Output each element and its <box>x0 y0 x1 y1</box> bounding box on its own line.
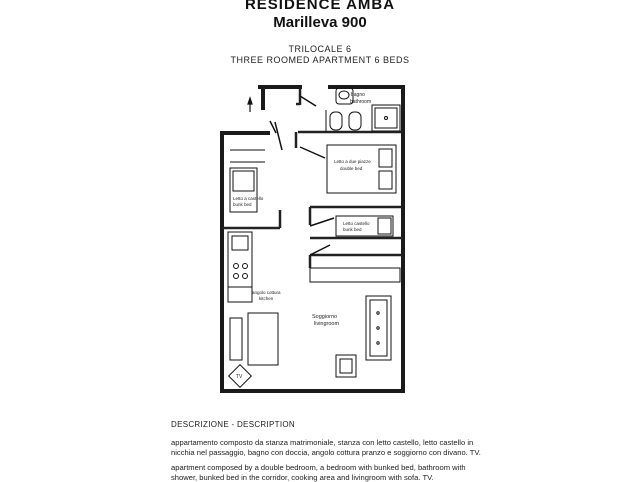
sofa <box>366 296 391 360</box>
living-label-it: Soggiorno <box>312 314 338 320</box>
doors <box>270 96 334 255</box>
bathroom-label-it: bagno <box>351 92 365 98</box>
bunk-bed-corridor <box>336 216 393 236</box>
residence-title: RESIDENCE AMBA <box>244 0 396 13</box>
description-italian: appartamento composto da stanza matrimoniale, stanza con letto castello, letto castello in nicchia nel passaggio, bagno con doccia, angolo cottura pranzo e soggiorno con divano. TV. <box>171 438 481 457</box>
double-bed-label-it: Letto a due piazze <box>334 159 371 164</box>
living-label-en: livingroom <box>314 321 340 327</box>
description-heading: DESCRIZIONE - DESCRIPTION <box>171 420 295 429</box>
double-bed-label-en: double bed <box>340 166 363 171</box>
kitchen-fixtures <box>228 232 252 302</box>
dining-table <box>230 313 278 365</box>
tv-label: TV <box>236 374 243 380</box>
entrance-arrow-icon <box>248 98 252 112</box>
bunk-room-label-it: Letto a castello <box>233 196 264 201</box>
kitchen-label-it: angolo cottura <box>252 290 281 295</box>
description-english: apartment composed by a double bedroom, a bedroom with bunked bed, bathroom with shower, bunked bed in the corridor, cooking area and livingroom with sofa. TV. <box>171 463 466 482</box>
armchair <box>336 355 356 377</box>
kitchen-label-en: kitchen <box>259 296 274 301</box>
corridor-bunk-label-en: bunk bed <box>343 227 362 232</box>
apartment-type-it: TRILOCALE 6 <box>288 44 352 54</box>
corridor-bunk-label-it: Letto castello <box>343 221 370 226</box>
location-subtitle: Marilleva 900 <box>273 14 367 31</box>
interior-walls <box>222 87 403 268</box>
apartment-type-en: THREE ROOMED APARTMENT 6 BEDS <box>230 55 410 65</box>
bathroom-label-en: bathroom <box>350 99 372 105</box>
bunk-room-label-en: bunk bed <box>233 202 252 207</box>
bench <box>310 268 400 282</box>
